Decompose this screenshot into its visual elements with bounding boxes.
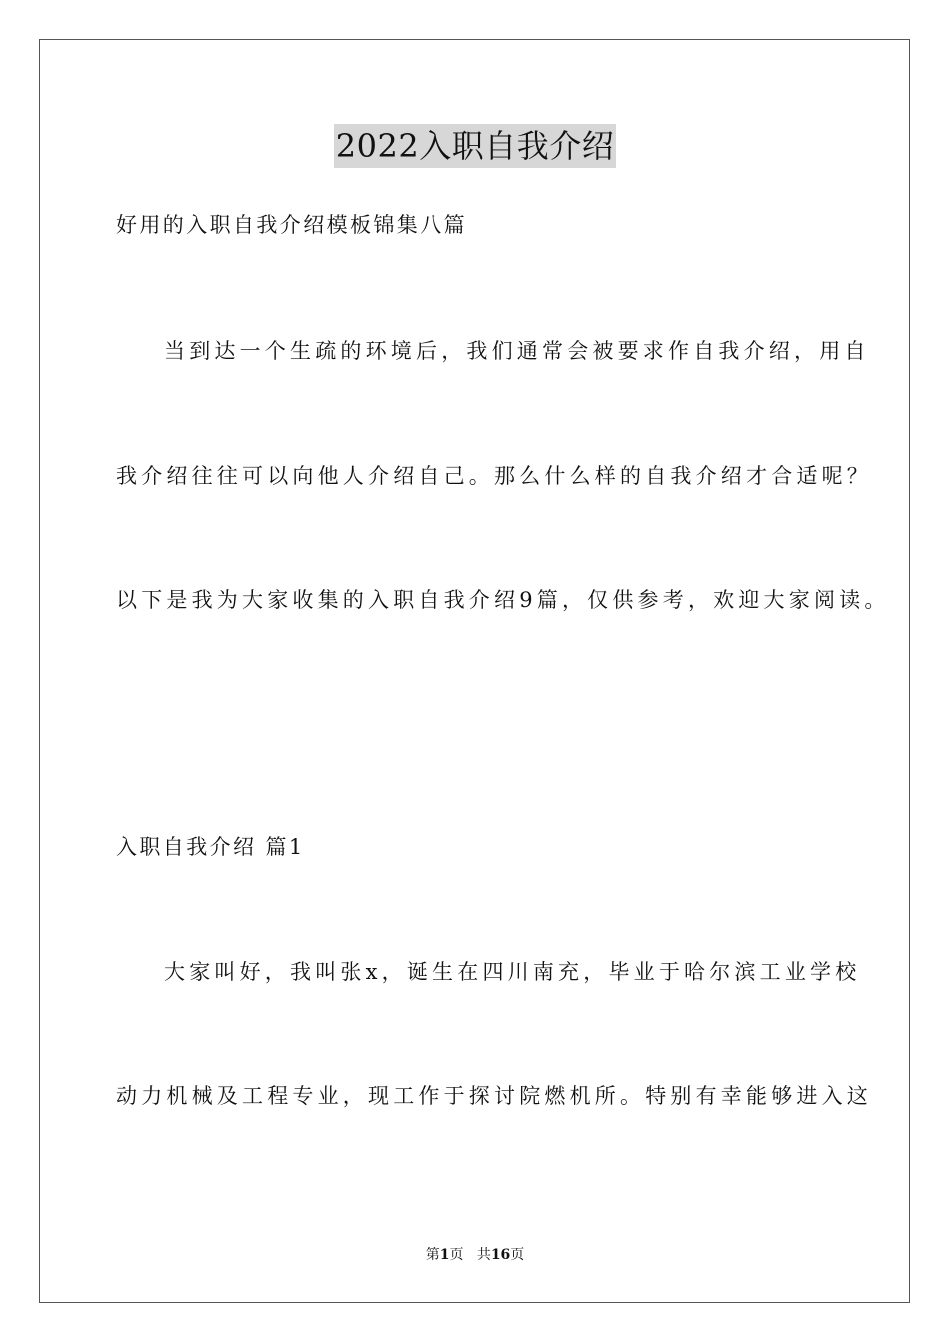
document-title: 2022入职自我介绍 [334,124,616,168]
intro-paragraph-line-3: 以下是我为大家收集的入职自我介绍9篇，仅供参考，欢迎大家阅读。 [116,588,890,612]
title-container [0,124,950,168]
intro-paragraph-line-2: 我介绍往往可以向他人介绍自己。那么什么样的自我介绍才合适呢？ [116,464,872,488]
total-suffix: 页 [510,1247,525,1263]
page-suffix: 页 [449,1247,464,1263]
section-body-line-1: 大家叫好，我叫张x，诞生在四川南充，毕业于哈尔滨工业学校 [164,960,861,984]
intro-paragraph-line-1: 当到达一个生疏的环境后，我们通常会被要求作自我介绍，用自 [164,339,870,363]
total-prefix: 共 [476,1247,491,1263]
section-heading: 入职自我介绍 篇1 [116,835,305,859]
page-number: 1 [439,1247,450,1263]
total-pages: 16 [490,1247,511,1263]
section-body-line-2: 动力机械及工程专业，现工作于探讨院燃机所。特别有幸能够进入这 [116,1084,872,1108]
document-subtitle: 好用的入职自我介绍模板锦集八篇 [116,213,467,237]
page-prefix: 第 [425,1247,440,1263]
page-footer [0,1246,950,1264]
